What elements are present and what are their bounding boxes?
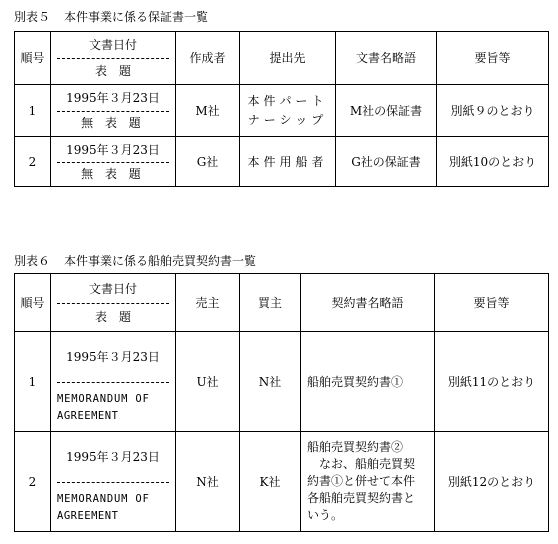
cell-no: 2 (15, 432, 51, 532)
cell-title-line1: MEMORANDUM OF (57, 493, 150, 505)
cell-date-title (51, 432, 176, 532)
cell-date-title (51, 137, 176, 187)
cell-summary: 別紙９のとおり (437, 85, 549, 137)
cell-title-line1: MEMORANDUM OF (57, 393, 150, 405)
cell-abbr: 船舶売買契約書① (301, 332, 435, 432)
header-seller: 売主 (176, 274, 240, 332)
header-author: 作成者 (176, 32, 240, 85)
cell-date: 1995年３月23日 (66, 142, 160, 157)
header-no: 順号 (15, 32, 51, 85)
header-abbr: 文書名略語 (336, 32, 437, 85)
cell-title-line2: AGREEMENT (57, 510, 119, 522)
cell-buyer: K社 (240, 432, 301, 532)
table6-caption-title: 本件事業に係る船舶売買契約書一覧 (64, 254, 257, 268)
header-abbr: 契約書名略語 (301, 274, 435, 332)
table5-caption-title: 本件事業に係る保証書一覧 (64, 10, 209, 24)
header-summary: 要旨等 (435, 274, 549, 332)
table6-header-row (15, 274, 549, 332)
table-row (15, 432, 549, 532)
cell-buyer: N社 (240, 332, 301, 432)
cell-title: 無 表 題 (81, 116, 145, 130)
cell-title-wrap (51, 475, 175, 531)
header-title: 表 題 (94, 64, 131, 78)
header-date: 文書日付 (88, 281, 137, 296)
header-buyer: 買主 (240, 274, 301, 332)
header-date-title (51, 32, 176, 85)
cell-date: 1995年３月23日 (66, 450, 160, 464)
table-row (15, 332, 549, 432)
cell-summary: 別紙10のとおり (437, 137, 549, 187)
cell-recipient: 本件パートナーシップ (240, 85, 336, 137)
cell-author: M社 (176, 85, 240, 137)
cell-date: 1995年３月23日 (66, 350, 160, 364)
table-row (15, 85, 549, 137)
header-date: 文書日付 (88, 38, 137, 52)
table5 (14, 31, 549, 187)
cell-summary: 別紙12のとおり (435, 432, 549, 532)
cell-summary: 別紙11のとおり (435, 332, 549, 432)
table5-header-row (15, 32, 549, 85)
header-summary: 要旨等 (437, 32, 549, 85)
table6-caption-label: 別表６ (14, 254, 51, 268)
table5-caption (14, 8, 208, 25)
cell-no: 1 (15, 85, 51, 137)
cell-seller: N社 (176, 432, 240, 532)
table-row (15, 137, 549, 187)
header-no: 順号 (15, 274, 51, 332)
cell-title (57, 491, 150, 525)
cell-abbr-line2: なお、船舶売買契 (307, 457, 416, 471)
table6 (14, 273, 549, 532)
cell-abbr: G社の保証書 (336, 137, 437, 187)
cell-author: G社 (176, 137, 240, 187)
cell-seller: U社 (176, 332, 240, 432)
cell-recipient: 本件用船者 (240, 137, 336, 187)
cell-title-line2: AGREEMENT (57, 410, 119, 422)
cell-title: 無 表 題 (81, 166, 145, 181)
cell-abbr-line1: 船舶売買契約書② (307, 440, 404, 454)
table6-caption (14, 252, 256, 269)
cell-date-title (51, 332, 176, 432)
cell-abbr-line3: 約書①と併せて本件 (307, 474, 416, 488)
cell-date: 1995年３月23日 (66, 91, 160, 105)
cell-no: 2 (15, 137, 51, 187)
cell-date-title (51, 85, 176, 137)
table5-caption-label: 別表５ (14, 10, 51, 24)
cell-abbr-line4: 各船舶売買契約書と (307, 491, 416, 505)
header-date-title (51, 274, 176, 332)
cell-title-wrap (51, 375, 175, 431)
cell-no: 1 (15, 332, 51, 432)
header-title: 表 題 (94, 309, 131, 324)
cell-abbr: M社の保証書 (336, 85, 437, 137)
cell-title (57, 391, 150, 425)
cell-abbr-line5: いう。 (307, 508, 344, 522)
cell-abbr (301, 432, 435, 532)
header-recipient: 提出先 (240, 32, 336, 85)
